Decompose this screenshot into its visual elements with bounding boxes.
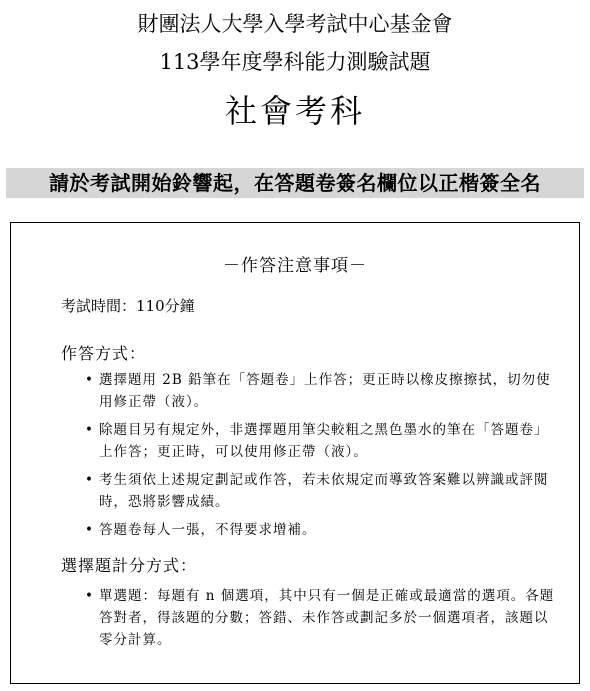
list-item bbox=[85, 419, 555, 463]
answer-method-list bbox=[85, 369, 555, 547]
bullet-icon: • bbox=[85, 472, 94, 488]
bullet-icon: • bbox=[85, 522, 94, 538]
list-item-text: 選擇題用 2B 鉛筆在「答題卷」上作答；更正時以橡皮擦擦拭，切勿使用修正帶（液）。 bbox=[99, 372, 551, 410]
signature-notice-banner: 請於考試開始鈴響起，在答題卷簽名欄位以正楷簽全名 bbox=[6, 168, 584, 198]
instructions-title: －作答注意事項－ bbox=[223, 256, 367, 276]
list-item bbox=[85, 585, 555, 651]
subject-title: 社會考科 bbox=[224, 92, 365, 130]
foundation-name: 財團法人大學入學考試中心基金會 bbox=[137, 12, 453, 36]
scoring-method-list bbox=[85, 585, 555, 657]
instructions-box bbox=[10, 222, 580, 684]
exam-year-title: 113學年度學科能力測驗試題 bbox=[159, 50, 431, 74]
scoring-method-heading: 選擇題計分方式： bbox=[61, 556, 198, 575]
list-item-text: 除題目另有規定外，非選擇題用筆尖較粗之黑色墨水的筆在「答題卷」上作答；更正時，可以使用修正帶（液）。 bbox=[99, 422, 549, 460]
list-item bbox=[85, 519, 555, 541]
bullet-icon: • bbox=[85, 422, 94, 438]
bullet-icon: • bbox=[85, 372, 94, 388]
list-item-text: 單選題：每題有 n 個選項，其中只有一個是正確或最適當的選項。各題答對者，得該題的分數；答錯、未作答或劃記多於一個選項者，該題以零分計算。 bbox=[99, 588, 555, 648]
list-item-text: 答題卷每人一張，不得要求增補。 bbox=[99, 522, 317, 538]
list-item bbox=[85, 369, 555, 413]
list-item bbox=[85, 469, 555, 513]
list-item-text: 考生須依上述規定劃記或作答，若未依規定而導致答案難以辨識或評閱時，恐將影響成績。 bbox=[99, 472, 549, 510]
bullet-icon: • bbox=[85, 588, 94, 604]
exam-time: 考試時間：110分鐘 bbox=[61, 297, 195, 315]
answer-method-heading: 作答方式： bbox=[61, 344, 147, 363]
